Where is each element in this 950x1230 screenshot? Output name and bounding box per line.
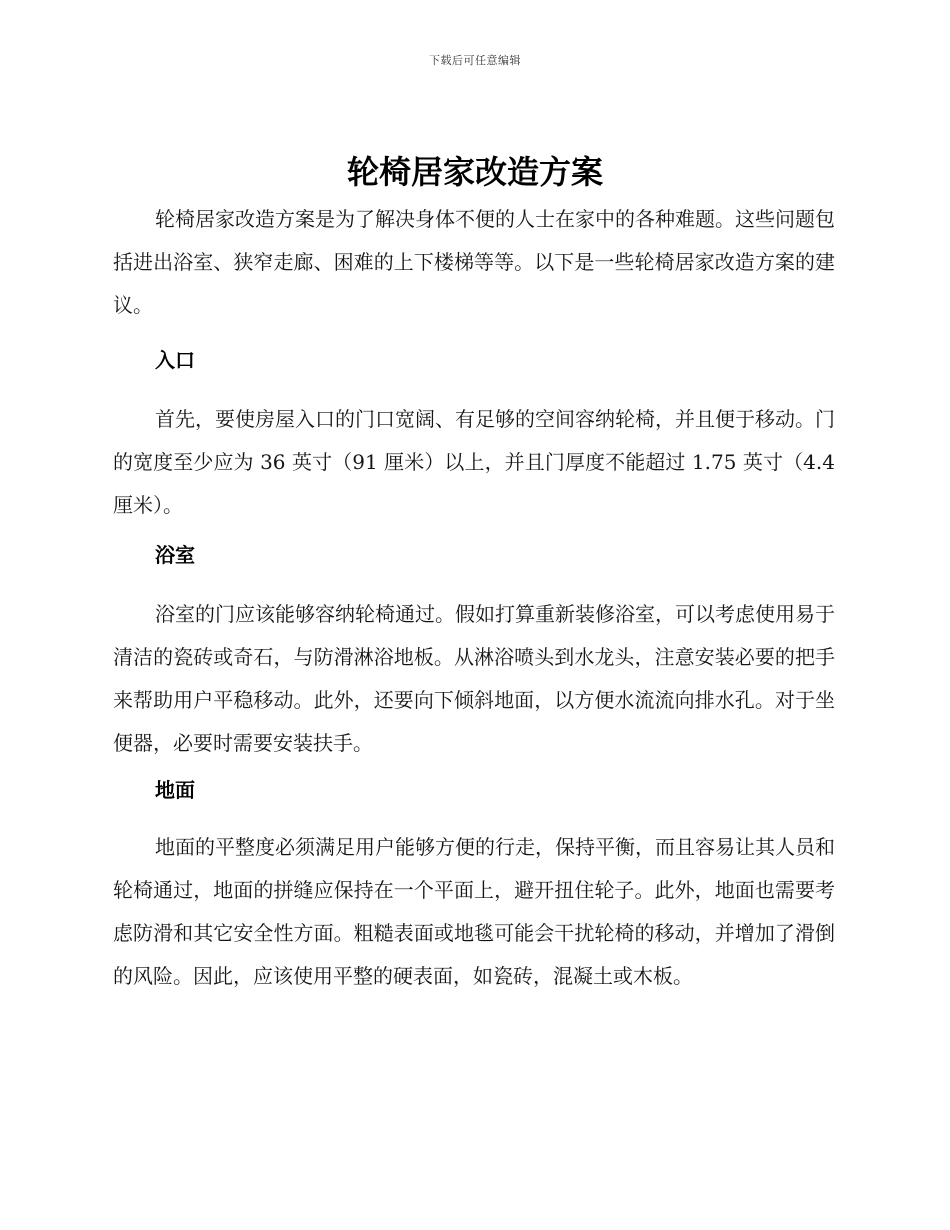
section-body-bathroom: 浴室的门应该能够容纳轮椅通过。假如打算重新装修浴室，可以考虑使用易于清洁的瓷砖或奇石，与防滑淋浴地板。从淋浴喷头到水龙头，注意安装必要的把手来帮助用户平稳移动。此外，还要向下倾斜地面，以方便水流流向排水孔。对于坐便器，必要时需要安装扶手。 xyxy=(113,602,835,755)
section-body-floor: 地面的平整度必须满足用户能够方便的行走，保持平衡，而且容易让其人员和轮椅通过，地面的拼缝应保持在一个平面上，避开扭住轮子。此外，地面也需要考虑防滑和其它安全性方面。粗糙表面或地毯可能会干扰轮椅的移动，并增加了滑倒的风险。因此，应该使用平整的硬表面，如瓷砖，混凝土或木板。 xyxy=(113,835,835,988)
intro-block xyxy=(113,198,835,327)
section-entrance-heading-block xyxy=(113,346,835,374)
section-heading-bathroom: 浴室 xyxy=(155,543,195,567)
intro-paragraph: 轮椅居家改造方案是为了解决身体不便的人士在家中的各种难题。这些问题包括进出浴室、狭窄走廊、困难的上下楼梯等等。以下是一些轮椅居家改造方案的建议。 xyxy=(113,207,835,317)
page-header-note: 下载后可任意编辑 xyxy=(429,54,521,67)
section-floor-body-block xyxy=(113,826,835,998)
section-heading-entrance: 入口 xyxy=(155,348,195,372)
section-body-entrance: 首先，要使房屋入口的门口宽阔、有足够的空间容纳轮椅，并且便于移动。门的宽度至少应为 36 英寸（91 厘米）以上，并且门厚度不能超过 1.75 英寸（4.4 厘米）。 xyxy=(113,407,835,517)
section-entrance-body-block xyxy=(113,398,835,527)
section-heading-floor: 地面 xyxy=(155,778,195,802)
section-bathroom-body-block xyxy=(113,593,835,765)
document-title: 轮椅居家改造方案 xyxy=(346,153,603,191)
section-floor-heading-block xyxy=(113,776,835,804)
section-bathroom-heading-block xyxy=(113,541,835,569)
